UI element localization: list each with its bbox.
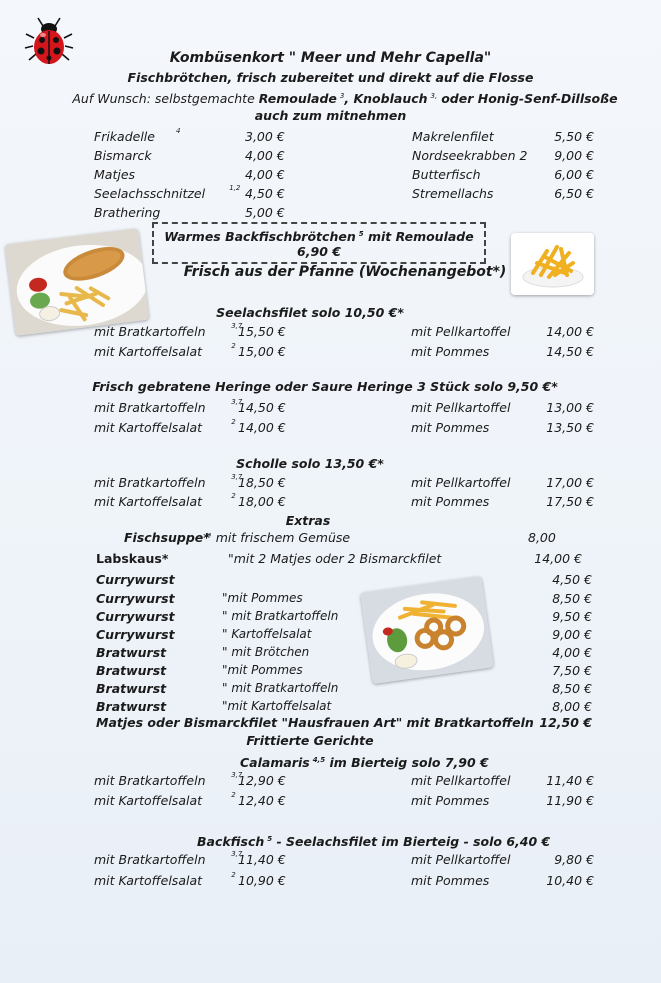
side-dish-price: 18,50 € (238, 475, 286, 490)
broetchen-item: Frikadelle (94, 129, 155, 144)
broetchen-item: Nordseekrabben 2 (412, 148, 528, 163)
broetchen-item: Seelachsschnitzel (94, 186, 206, 201)
extra-item-name: Bratwurst (96, 699, 167, 714)
section-title: Frisch gebratene Heringe oder Saure Heringe 3 Stück solo 9,50 €* (92, 379, 558, 394)
calamaris-heading (240, 753, 489, 770)
side-dish-label: mit Pellkartoffel (411, 852, 511, 867)
hausfrauen-name: Matjes oder Bismarckfilet "Hausfrauen Art" mit Bratkartoffeln (96, 715, 534, 730)
footnote-sup: 3,7 (231, 398, 243, 406)
side-dish-label: mit Bratkartoffeln (94, 324, 206, 339)
footnote-sup: 2 (231, 492, 236, 500)
special-offer-price: 6,90 € (297, 244, 341, 259)
extra-item-name: Currywurst (96, 591, 175, 606)
broetchen-item: Makrelenfilet (412, 129, 494, 144)
side-dish-label: mit Bratkartoffeln (94, 852, 206, 867)
side-dish-price: 18,00 € (238, 494, 286, 509)
side-dish-price: 15,00 € (238, 344, 286, 359)
side-dish-price: 11,40 € (546, 773, 594, 788)
takeaway-note: auch zum mitnehmen (254, 108, 407, 123)
extra-item-price: 7,50 € (552, 663, 592, 678)
footnote-sup: 2 (231, 871, 236, 879)
section-title: Scholle solo 13,50 €* (236, 456, 384, 471)
hausfrauen-price: 12,50 € (539, 715, 592, 730)
footnote-sup: 5 (358, 230, 364, 238)
footnote-sup: 3 (339, 92, 345, 100)
page-subtitle: Fischbrötchen, frisch zubereitet und direkt auf die Flosse (127, 70, 534, 85)
calamari-plate-photo (360, 576, 494, 684)
side-dish-price: 10,40 € (546, 873, 594, 888)
extra-item-name: Currywurst (96, 572, 175, 587)
side-dish-price: 14,00 € (238, 420, 286, 435)
side-dish-label: mit Bratkartoffeln (94, 475, 206, 490)
special-offer-line (152, 227, 486, 244)
extra-item-desc: " Kartoffelsalat (222, 627, 312, 641)
side-dish-price: 13,50 € (546, 420, 594, 435)
broetchen-item: Matjes (94, 167, 136, 182)
backfisch-solo: - Seelachsfilet im Bierteig - solo 6,40 € (276, 834, 551, 849)
broetchen-price: 5,50 € (554, 129, 594, 144)
broetchen-item: Stremellachs (412, 186, 494, 201)
extra-item-price: 8,50 € (552, 591, 592, 606)
broetchen-price: 6,00 € (554, 167, 594, 182)
side-dish-label: mit Pommes (411, 793, 490, 808)
wish-prefix: Auf Wunsch: selbstgemachte (72, 91, 255, 106)
knoblauch-label: , Knoblauch (344, 91, 428, 106)
extra-item-desc: " mit Brötchen (222, 645, 310, 659)
frittiert-title: Frittierte Gerichte (246, 733, 374, 748)
extra-item-desc: " mit Bratkartoffeln (222, 681, 339, 695)
footnote-sup: 3,7 (231, 473, 243, 481)
extra-item-name: Currywurst (96, 609, 175, 624)
special-offer-extra: mit Remoulade (367, 229, 474, 244)
side-dish-price: 14,50 € (546, 344, 594, 359)
side-dish-price: 14,00 € (546, 324, 594, 339)
extra-item-price: 4,50 € (552, 572, 592, 587)
extra-item-name: Bratwurst (96, 681, 167, 696)
side-dish-label: mit Pommes (411, 344, 490, 359)
side-dish-price: 15,50 € (238, 324, 286, 339)
extra-item-price: 9,50 € (552, 609, 592, 624)
fischsuppe-desc: " mit frischem Gemüse (206, 530, 351, 545)
footnote-sup: 4,5 (312, 756, 326, 764)
extra-item-price: 4,00 € (552, 645, 592, 660)
backfisch-name: Backfisch (197, 834, 265, 849)
side-dish-price: 10,90 € (238, 873, 286, 888)
calamaris-name: Calamaris (240, 755, 310, 770)
footnote-sup: 3, (430, 92, 438, 100)
side-dish-price: 17,50 € (546, 494, 594, 509)
footnote-sup: 3,7 (231, 771, 243, 779)
side-dish-price: 9,80 € (554, 852, 594, 867)
side-dish-price: 14,50 € (238, 400, 286, 415)
side-dish-label: mit Kartoffelsalat (94, 420, 203, 435)
fries-photo (511, 233, 594, 295)
side-dish-label: mit Kartoffelsalat (94, 793, 203, 808)
side-dish-label: mit Kartoffelsalat (94, 494, 203, 509)
calamaris-solo: im Bierteig solo 7,90 € (329, 755, 489, 770)
footnote-sup: 1,2 (229, 184, 241, 192)
broetchen-price: 4,00 € (245, 148, 285, 163)
broetchen-item: Butterfisch (412, 167, 481, 182)
side-dish-label: mit Pommes (411, 873, 490, 888)
side-dish-label: mit Pommes (411, 494, 490, 509)
special-offer-name: Warmes Backfischbrötchen (164, 229, 356, 244)
side-dish-price: 17,00 € (546, 475, 594, 490)
labskaus-name: Labskaus* (96, 551, 169, 566)
side-dish-price: 11,40 € (238, 852, 286, 867)
extra-item-name: Currywurst (96, 627, 175, 642)
broetchen-item: Bismarck (94, 148, 152, 163)
broetchen-price: 9,00 € (554, 148, 594, 163)
extra-item-desc: "mit Pommes (222, 591, 303, 605)
side-dish-price: 12,90 € (238, 773, 286, 788)
side-dish-price: 13,00 € (546, 400, 594, 415)
side-dish-label: mit Kartoffelsalat (94, 344, 203, 359)
footnote-sup: 5 (267, 835, 273, 843)
labskaus-desc: "mit 2 Matjes oder 2 Bismarckfilet (228, 551, 442, 566)
side-dish-label: mit Pellkartoffel (411, 400, 511, 415)
broetchen-price: 5,00 € (245, 205, 285, 220)
pan-section-title: Frisch aus der Pfanne (Wochenangebot*) (183, 264, 507, 280)
remoulade-label: Remoulade (258, 91, 337, 106)
extras-title: Extras (285, 513, 331, 528)
extra-item-desc: "mit Pommes (222, 663, 303, 677)
sauce-options (0, 89, 661, 106)
footnote-sup: 2 (231, 342, 236, 350)
extra-item-desc: "mit Kartoffelsalat (222, 699, 332, 713)
footnote-sup: 4 (176, 127, 181, 135)
extra-item-price: 8,00 € (552, 699, 592, 714)
broetchen-item: Brathering (94, 205, 161, 220)
side-dish-label: mit Kartoffelsalat (94, 873, 203, 888)
side-dish-label: mit Pommes (411, 420, 490, 435)
side-dish-label: mit Bratkartoffeln (94, 773, 206, 788)
footnote-sup: 2 (231, 418, 236, 426)
broetchen-price: 4,50 € (245, 186, 285, 201)
side-dish-label: mit Pellkartoffel (411, 475, 511, 490)
footnote-sup: 3,7 (231, 850, 243, 858)
fischsuppe-name: Fischsuppe* (124, 530, 210, 545)
footnote-sup: 2 (231, 791, 236, 799)
extra-item-name: Bratwurst (96, 645, 167, 660)
page-title: Kombüsenkort " Meer und Mehr Capella" (169, 50, 492, 66)
side-dish-label: mit Pellkartoffel (411, 324, 511, 339)
extra-item-price: 9,00 € (552, 627, 592, 642)
section-title: Seelachsfilet solo 10,50 €* (216, 305, 404, 320)
broetchen-price: 6,50 € (554, 186, 594, 201)
extra-item-name: Bratwurst (96, 663, 167, 678)
broetchen-price: 4,00 € (245, 167, 285, 182)
side-dish-price: 12,40 € (238, 793, 286, 808)
broetchen-price: 3,00 € (245, 129, 285, 144)
honig-senf-label: oder Honig-Senf-Dillsoße (441, 91, 618, 106)
extra-item-price: 8,50 € (552, 681, 592, 696)
fischsuppe-price: 8,00 (528, 530, 556, 545)
backfisch-heading (197, 832, 550, 849)
extra-item-desc: " mit Bratkartoffeln (222, 609, 339, 623)
footnote-sup: 3,7 (231, 322, 243, 330)
side-dish-label: mit Bratkartoffeln (94, 400, 206, 415)
side-dish-price: 11,90 € (546, 793, 594, 808)
side-dish-label: mit Pellkartoffel (411, 773, 511, 788)
labskaus-price: 14,00 € (534, 551, 582, 566)
